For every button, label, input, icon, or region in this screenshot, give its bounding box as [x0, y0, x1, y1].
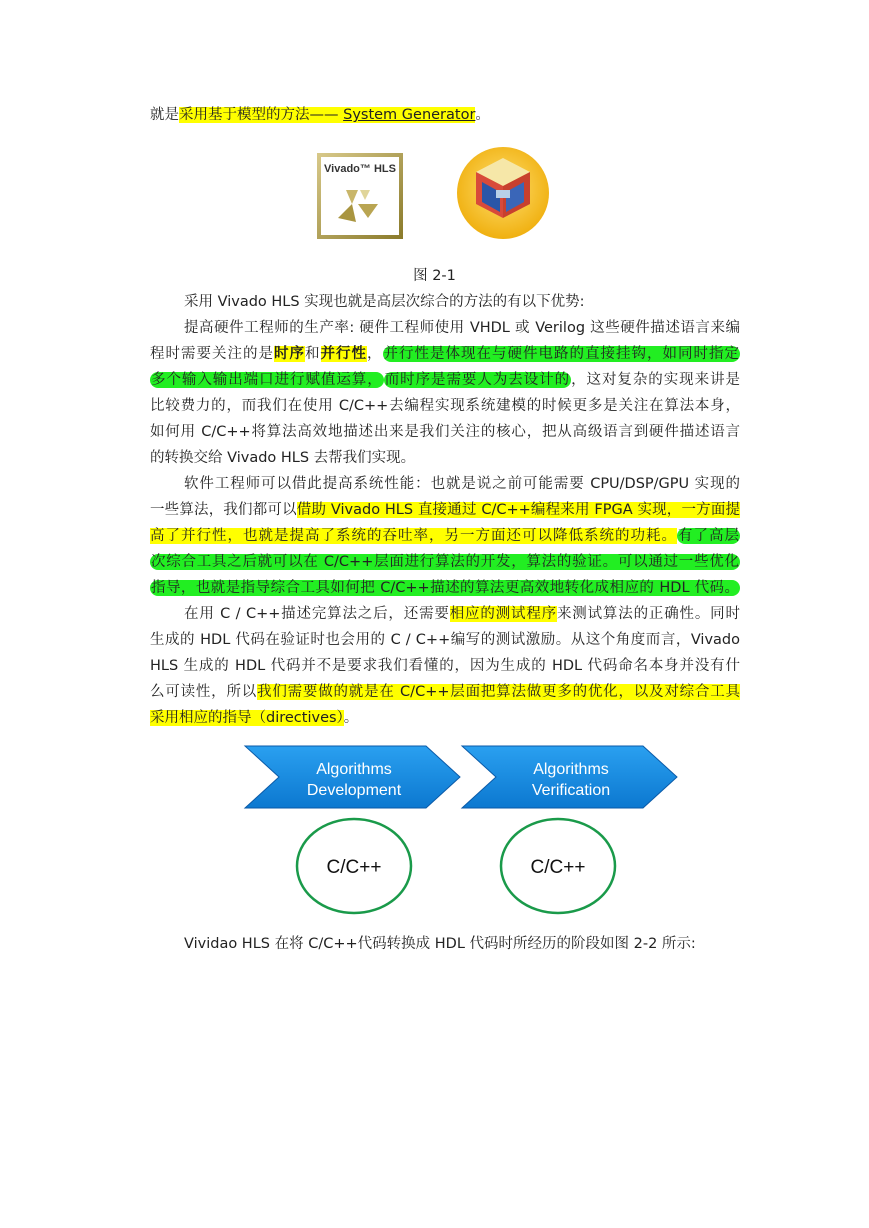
para-sw-line1: 软件工程师可以借此提高系统性能：也就是说之前可能需要 CPU/DSP/GPU 实现的 [184, 476, 740, 492]
highlight-optimize: 我们需要做的就是在 C/C++层面把算法做更多的优化，以及对综合工具 [257, 684, 741, 700]
system-generator-logo [456, 146, 550, 240]
highlight-green-guide: 指导，也就是指导综合工具如何把 C/C++描述的算法更高效地转化成相应的 HDL 代码。 [151, 580, 739, 596]
highlight-green-2: 多个输入输出端口进行赋值运算， [151, 372, 383, 388]
highlight-green-3: 而时序是需要人为去设计的 [384, 372, 571, 388]
para-sw-line5 [150, 575, 740, 601]
para-sw-line2: 一些算法，我们都可以借助 Vivado HLS 直接通过 C/C++编程来用 FPGA 实现，一方面提 [150, 502, 740, 518]
highlight-test-program: 相应的测试程序 [449, 606, 557, 622]
highlight-green-1: 并行性是体现在与硬件电路的直接挂钩，如同时指定 [383, 346, 739, 362]
intro-line: 就是采用基于模型的方法—— System Generator。 [150, 107, 490, 123]
figure-caption: 图 2-1 [413, 268, 456, 284]
para-hw-line4: 比较费力的，而我们在使用 C/C++去编程实现系统建模的时候更多是关注在算法本身， [150, 398, 740, 414]
para-hw-line1: 提高硬件工程师的生产率: 硬件工程师使用 VHDL 或 Verilog 这些硬件描述语言来编 [184, 320, 740, 336]
vivado-hls-label: Vivado™ HLS [324, 163, 396, 175]
para-hw-line3: 多个输入输出端口进行赋值运算， 而时序是需要人为去设计的，这对复杂的实现来讲是 [151, 372, 741, 388]
highlight-yellow-throughput: 高了并行性，也就是提高了系统的吞吐率，另一方面还可以降低系统的功耗。 [150, 528, 677, 544]
para-test-line3: HLS 生成的 HDL 代码并不是要求我们看懂的，因为生成的 HDL 代码命名本身并没有什 [150, 658, 740, 674]
algorithm-flow-diagram [240, 742, 690, 918]
lang-label-2: C/C++ [530, 857, 586, 878]
para-test-line5: 采用相应的指导（directives）。 [150, 710, 359, 726]
para-sw-line3 [150, 523, 740, 549]
para-sw-line4 [150, 549, 740, 575]
intro-highlight: 采用基于模型的方法—— System Generator [179, 107, 476, 123]
highlight-directives: 采用相应的指导（directives） [150, 710, 344, 726]
stage-verification-label-2: Verification [531, 782, 611, 799]
para-test-line4: 么可读性，所以我们需要做的就是在 C/C++层面把算法做更多的优化，以及对综合工具 [150, 684, 741, 700]
intro-prefix: 就是 [150, 107, 179, 123]
para-hw-line6: 的转换交给 Vivado HLS 去帮我们实现。 [150, 450, 416, 466]
highlight-green-algo: 次综合工具之后就可以在 C/C++层面进行算法的开发，算法的验证。可以通过一些优化 [151, 554, 739, 570]
para-intro: 采用 Vivado HLS 实现也就是高层次综合的方法的有以下优势: [184, 294, 585, 310]
para-test-line2: 生成的 HDL 代码在验证时也会用的 C / C++编写的测试激励。从这个角度而言，Vivado [150, 632, 740, 648]
para-hw-line5: 如何用 C/C++将算法高效地描述出来是我们关注的核心，把从高级语言到硬件描述语言 [150, 424, 740, 440]
system-generator-link[interactable]: System Generator [343, 107, 476, 123]
lang-label-1: C/C++ [326, 857, 382, 878]
para-stages: Vividao HLS 在将 C/C++代码转换成 HDL 代码时所经历的阶段如图 2-2 所示: [184, 936, 696, 952]
stage-development-label-1: Algorithms [316, 761, 392, 778]
stage-verification-label-1: Algorithms [533, 761, 609, 778]
highlight-green-hls: 有了高层 [678, 528, 739, 544]
para-hw-line2: 程时需要关注的是时序和并行性，并行性是体现在与硬件电路的直接挂钩，如同时指定 [150, 346, 739, 362]
para-test-line1: 在用 C / C++描述完算法之后，还需要相应的测试程序来测试算法的正确性。同时 [184, 606, 740, 622]
vivado-hls-logo [316, 152, 404, 240]
highlight-yellow-fpga: 借助 Vivado HLS 直接通过 C/C++编程来用 FPGA 实现，一方面提 [296, 502, 740, 518]
highlight-parallelism: 并行性 [320, 346, 367, 362]
highlight-timing: 时序 [274, 346, 305, 362]
stage-development-label-2: Development [306, 782, 402, 799]
